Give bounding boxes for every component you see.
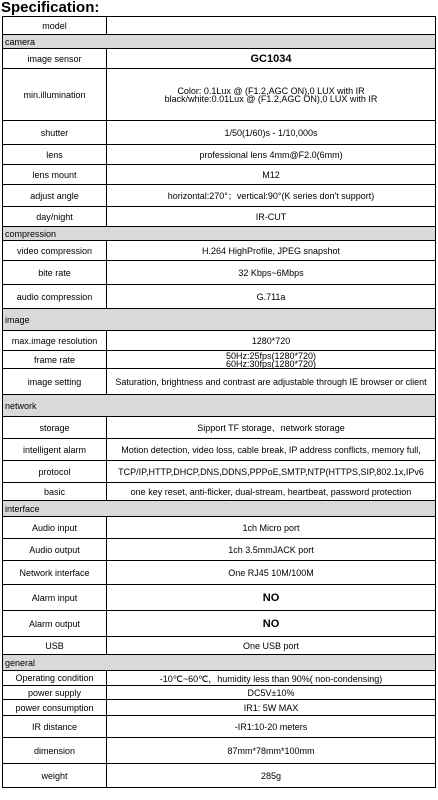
table-row — [3, 483, 436, 501]
spec-value: one key reset, anti-flicker, dual-stream, heartbeat, password protection — [107, 483, 436, 501]
spec-label: weight — [3, 764, 107, 788]
spec-label: lens mount — [3, 165, 107, 185]
spec-value: Sipport TF storage、network storage — [107, 417, 436, 439]
spec-label: Audio output — [3, 539, 107, 561]
spec-value: Saturation, brightness and contrast are adjustable through IE browser or client — [107, 369, 436, 395]
table-row — [3, 517, 436, 539]
spec-value — [107, 351, 436, 369]
table-row — [3, 417, 436, 439]
spec-value: 1/50(1/60)s - 1/10,000s — [107, 121, 436, 145]
spec-label: adjust angle — [3, 185, 107, 207]
spec-value-line-1: 50Hz:25fps(1280*720) — [225, 350, 317, 361]
section-header — [3, 501, 436, 517]
spec-label: frame rate — [3, 351, 107, 369]
section-interface: interface — [3, 501, 436, 517]
spec-label: power supply — [3, 686, 107, 700]
spec-table — [2, 16, 436, 788]
table-row — [3, 461, 436, 483]
spec-label: audio compression — [3, 285, 107, 309]
spec-label: basic — [3, 483, 107, 501]
spec-label: power consumption — [3, 700, 107, 716]
spec-value: -10℃~60℃，humidity less than 90%( non-condensing) — [107, 671, 436, 686]
table-row — [3, 738, 436, 764]
spec-label: Alarm output — [3, 611, 107, 637]
section-header — [3, 227, 436, 241]
spec-label: image setting — [3, 369, 107, 395]
spec-value-line-2: 60Hz:30fps(1280*720) — [225, 358, 317, 369]
section-network: network — [3, 395, 436, 417]
table-row — [3, 539, 436, 561]
table-row — [3, 611, 436, 637]
spec-label: Audio input — [3, 517, 107, 539]
section-compression: compression — [3, 227, 436, 241]
section-general: general — [3, 655, 436, 671]
section-header — [3, 35, 436, 49]
section-header — [3, 395, 436, 417]
spec-value: IR1: 5W MAX — [107, 700, 436, 716]
table-row — [3, 285, 436, 309]
spec-label: lens — [3, 145, 107, 165]
table-row — [3, 69, 436, 121]
spec-value: NO — [107, 585, 436, 611]
table-row — [3, 369, 436, 395]
spec-label: Operating condition — [3, 671, 107, 686]
table-row — [3, 716, 436, 738]
spec-label: image sensor — [3, 49, 107, 69]
spec-value: Motion detection, video loss, cable break, IP address conflicts, memory full, — [107, 439, 436, 461]
spec-value — [107, 69, 436, 121]
spec-label: USB — [3, 637, 107, 655]
table-row — [3, 671, 436, 686]
table-row — [3, 17, 436, 35]
spec-label: max.image resolution — [3, 331, 107, 351]
spec-label: storage — [3, 417, 107, 439]
spec-value: One RJ45 10M/100M — [107, 561, 436, 585]
spec-label: Alarm input — [3, 585, 107, 611]
table-row — [3, 165, 436, 185]
page-title: Specification: — [1, 0, 100, 16]
section-header — [3, 655, 436, 671]
section-image: image — [3, 309, 436, 331]
table-row — [3, 351, 436, 369]
spec-value: H.264 HighProfile, JPEG snapshot — [107, 241, 436, 261]
spec-value — [107, 17, 436, 35]
spec-value: 1ch Micro port — [107, 517, 436, 539]
spec-value: DC5V±10% — [107, 686, 436, 700]
spec-value: 285g — [107, 764, 436, 788]
table-row — [3, 121, 436, 145]
table-row — [3, 49, 436, 69]
spec-value: horizontal:270°；vertical:90°(K series don't support) — [107, 185, 436, 207]
section-header — [3, 309, 436, 331]
spec-label: protocol — [3, 461, 107, 483]
spec-value: 87mm*78mm*100mm — [107, 738, 436, 764]
table-row — [3, 700, 436, 716]
table-row — [3, 145, 436, 165]
spec-value: 1280*720 — [107, 331, 436, 351]
spec-value: professional lens 4mm@F2.0(6mm) — [107, 145, 436, 165]
section-camera: camera — [3, 35, 436, 49]
spec-label: IR distance — [3, 716, 107, 738]
table-row — [3, 331, 436, 351]
spec-value: GC1034 — [107, 49, 436, 69]
table-row — [3, 185, 436, 207]
table-row — [3, 261, 436, 285]
spec-value: IR-CUT — [107, 207, 436, 227]
spec-label: Network interface — [3, 561, 107, 585]
spec-value: M12 — [107, 165, 436, 185]
spec-label: bite rate — [3, 261, 107, 285]
spec-value: 1ch 3.5mmJACK port — [107, 539, 436, 561]
spec-value: NO — [107, 611, 436, 637]
spec-value: -IR1:10-20 meters — [107, 716, 436, 738]
table-row — [3, 207, 436, 227]
table-row — [3, 241, 436, 261]
table-row — [3, 561, 436, 585]
spec-label: video compression — [3, 241, 107, 261]
table-row — [3, 585, 436, 611]
spec-label: model — [3, 17, 107, 35]
spec-value: G.711a — [107, 285, 436, 309]
spec-label: shutter — [3, 121, 107, 145]
table-row — [3, 764, 436, 788]
spec-value-line-2: black/white:0.01Lux @ (F1.2,AGC ON),0 LUX with IR — [164, 93, 378, 104]
table-row — [3, 439, 436, 461]
spec-value: 32 Kbps~6Mbps — [107, 261, 436, 285]
table-row — [3, 686, 436, 700]
spec-label: min.illumination — [3, 69, 107, 121]
spec-value: TCP/IP,HTTP,DHCP,DNS,DDNS,PPPoE,SMTP,NTP(HTTPS,SIP,802.1x,IPv6 — [107, 461, 436, 483]
table-row — [3, 637, 436, 655]
spec-value-line-1: Color: 0.1Lux @ (F1.2,AGC ON),0 LUX with IR — [177, 85, 365, 96]
spec-label: intelligent alarm — [3, 439, 107, 461]
spec-label: day/night — [3, 207, 107, 227]
spec-label: dimension — [3, 738, 107, 764]
spec-value: One USB port — [107, 637, 436, 655]
